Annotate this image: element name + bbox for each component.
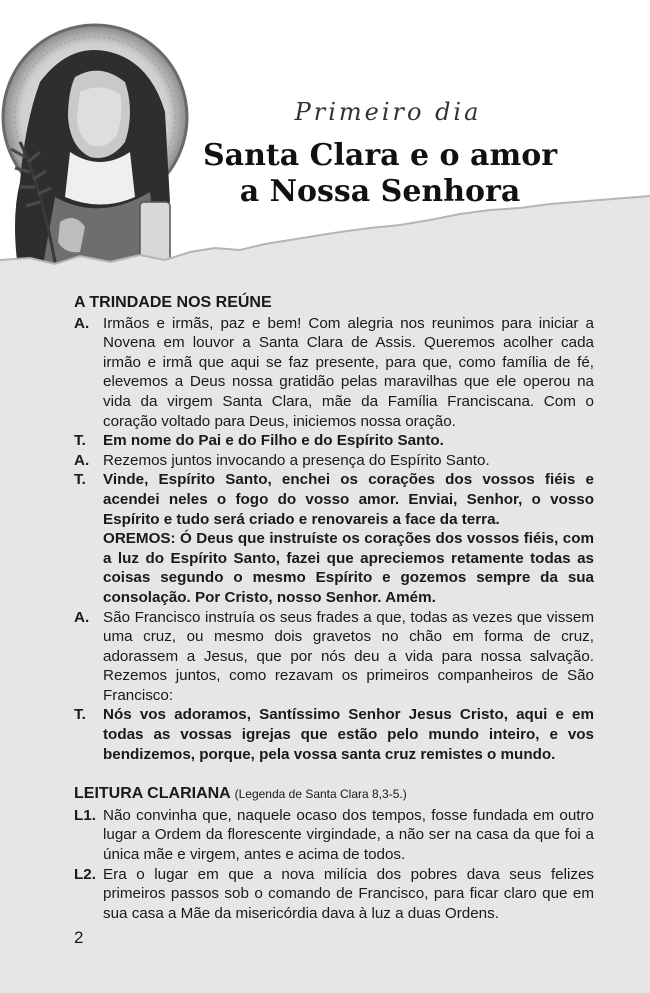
- title-line-2: a Nossa Senhora: [239, 174, 521, 209]
- speaker-label: T.: [74, 706, 86, 724]
- prayer-line: [74, 431, 594, 451]
- speaker-label: A.: [74, 314, 90, 332]
- oremos-text: OREMOS: Ó Deus que instruíste os corações dos vossos fiéis, com a luz do Espírito Santo, fazei que apreciemos retamente todas as coisas segundo o mesmo Espírito e gozemos sempre da sua consolação. Por Cristo, nosso Senhor. Amém.: [103, 530, 594, 606]
- speaker-label: L1.: [74, 806, 96, 824]
- reading-reference: (Legenda de Santa Clara 8,3-5.): [234, 787, 407, 802]
- prayer-line: [74, 608, 594, 706]
- prayer-text: Rezemos juntos invocando a presença do Espírito Santo.: [103, 451, 490, 469]
- prayer-line: [74, 470, 594, 529]
- title-line-1: Santa Clara e o amor: [202, 138, 558, 173]
- speaker-label: A.: [74, 608, 90, 626]
- speaker-label: L2.: [74, 865, 96, 883]
- reading-line: [74, 806, 594, 865]
- speaker-label: T.: [74, 432, 86, 450]
- prayer-text: São Francisco instruía os seus frades a que, todas as vezes que vissem uma cruz, ou mesmo dois gravetos no chão em forma de cruz, adorassem a Jesus, que por nós deu a vida para nossa salvação. Rezemos juntos, como rezavam os primeiros companheiros de São Francisco:: [103, 608, 594, 704]
- oremos-block: [74, 529, 594, 607]
- page-content: [74, 293, 594, 923]
- torn-paper-edge: [0, 190, 650, 300]
- prayer-line: [74, 705, 594, 764]
- speaker-label: [74, 529, 103, 607]
- section-title-text: LEITURA CLARIANA: [74, 785, 231, 803]
- page-number: 2: [74, 928, 84, 947]
- day-label: Primeiro dia: [294, 98, 482, 126]
- section-title-trinity: A TRINDADE NOS REÚNE: [74, 294, 272, 311]
- speaker-label: T.: [74, 471, 86, 489]
- prayer-text: Irmãos e irmãs, paz e bem! Com alegria nos reunimos para iniciar a Novena em louvor a Santa Clara de Assis. Queremos acolher cada irmão e irmã que aqui se faz presente, para que, como família de fé, elevemos a Deus nossa gratidão pelas maravilhas que ele operou na vida da virgem Santa Clara, mãe da Família Franciscana. Com o coração voltado para Deus, iniciemos nossa oração.: [103, 314, 594, 430]
- reading-text: Era o lugar em que a nova milícia dos pobres dava seus felizes primeiros passos sob o comando de Francisco, para ficar claro que em sua casa a Mãe da misericórdia dava à luz a duas Ordens.: [103, 865, 594, 922]
- speaker-label: A.: [74, 451, 90, 469]
- prayer-text: Em nome do Pai e do Filho e do Espírito Santo.: [103, 432, 444, 450]
- reading-text: Não convinha que, naquele ocaso dos tempos, fosse fundada em outro lugar a Ordem da florescente virgindade, a não ser na casa da que foi a única mãe e virgem, antes e acima de todos.: [103, 806, 594, 864]
- section-title-reading: [74, 784, 594, 805]
- prayer-line: [74, 314, 594, 432]
- reading-line: [74, 865, 594, 924]
- prayer-line: [74, 451, 594, 471]
- prayer-text: Vinde, Espírito Santo, enchei os corações dos vossos fiéis e acendei neles o fogo do vosso amor. Enviai, Senhor, o vosso Espírito e tudo será criado e renovareis a face da terra.: [103, 471, 594, 528]
- section-spacer: [74, 764, 594, 784]
- prayer-text: Nós vos adoramos, Santíssimo Senhor Jesus Cristo, aqui e em todas as vossas igrejas que estão pelo mundo inteiro, e vos bendizemos, porque, pela vossa santa cruz remistes o mundo.: [103, 706, 594, 763]
